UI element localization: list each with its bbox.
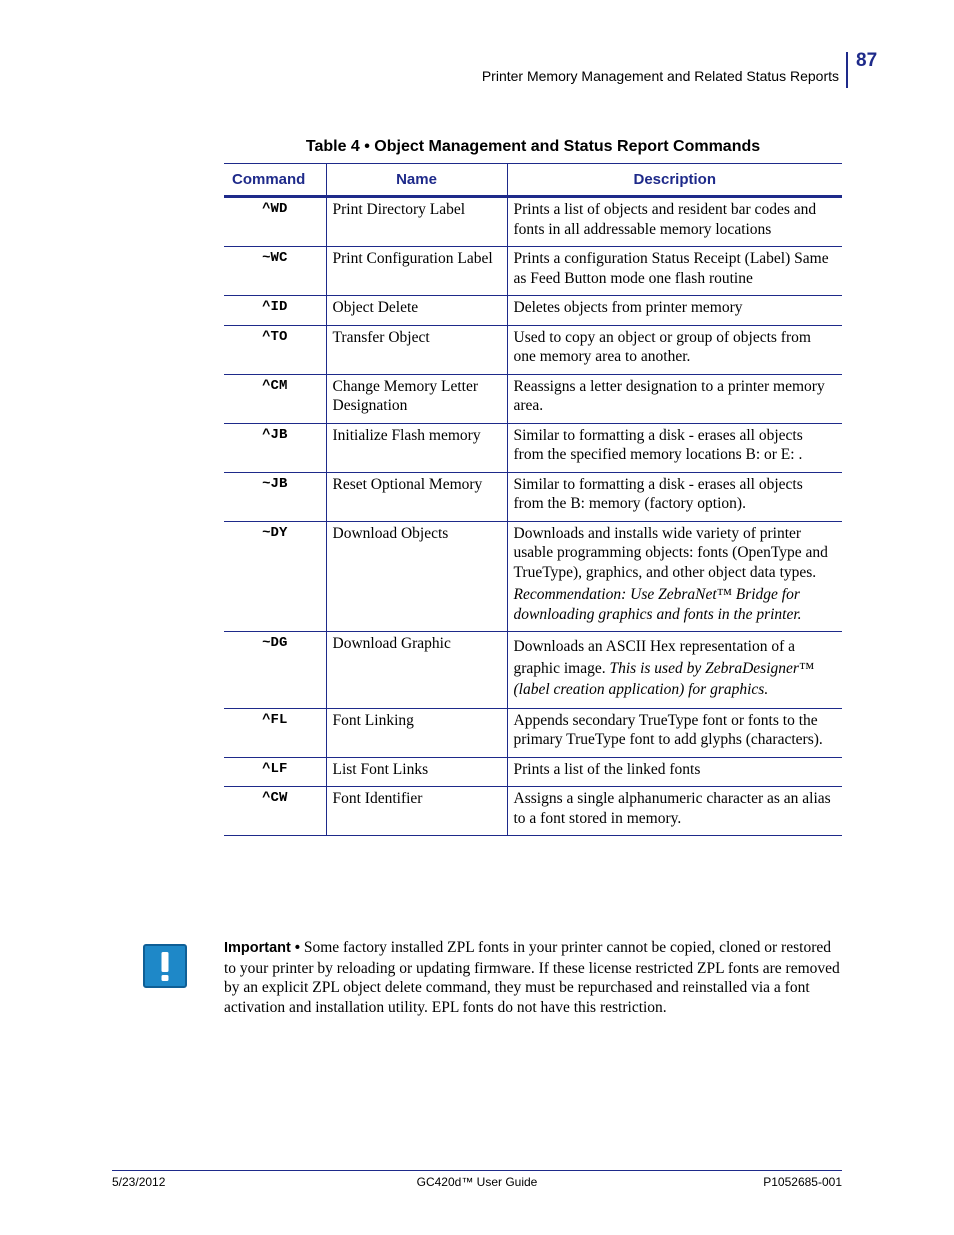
commands-table: [224, 163, 842, 836]
description-text: Downloads an ASCII Hex representation of a graphic image.: [513, 638, 796, 677]
name-cell: Print Directory Label: [326, 197, 507, 247]
table-row: [224, 632, 842, 709]
footer-divider: [112, 1170, 842, 1171]
column-header-description: Description: [507, 164, 842, 197]
name-cell: Print Configuration Label: [326, 247, 507, 296]
important-note: [224, 938, 844, 1017]
table-row: [224, 325, 842, 374]
command-cell: ^FL: [224, 708, 326, 757]
recommendation-note: Recommendation: Use ZebraNet™ Bridge for downloading graphics and fonts in the printer.: [513, 586, 802, 623]
table-row: [224, 247, 842, 296]
table-title: Table 4 • Object Management and Status Report Commands: [305, 138, 761, 155]
command-cell: ^TO: [224, 325, 326, 374]
commands-table-container: [224, 163, 842, 836]
description-cell: Appends secondary TrueType font or fonts to the primary TrueType font to add glyphs (characters).: [507, 708, 842, 757]
command-cell: ^WD: [224, 197, 326, 247]
name-cell: Font Identifier: [326, 787, 507, 836]
description-cell: Prints a configuration Status Receipt (Label) Same as Feed Button mode one flash routine: [507, 247, 842, 296]
description-cell: Similar to formatting a disk - erases all objects from the B: memory (factory option).: [507, 472, 842, 521]
name-cell: Object Delete: [326, 296, 507, 326]
table-row: [224, 374, 842, 423]
important-text: Some factory installed ZPL fonts in your printer cannot be copied, cloned or restored to your printer by reloading or updating firmware. If these license restricted ZPL fonts are removed by an explicit ZPL object delete command, they must be repurchased and reinstalled via a font activation and installation utility. EPL fonts do not have this restriction.: [224, 939, 840, 1016]
name-cell: Font Linking: [326, 708, 507, 757]
table-row: [224, 472, 842, 521]
description-cell: Prints a list of objects and resident bar codes and fonts in all addressable memory locations: [507, 197, 842, 247]
description-cell: Used to copy an object or group of objects from one memory area to another.: [507, 325, 842, 374]
table-row: [224, 757, 842, 787]
name-cell: Transfer Object: [326, 325, 507, 374]
footer-part-number: P1052685-001: [763, 1175, 842, 1189]
command-cell: ~JB: [224, 472, 326, 521]
command-cell: ~DG: [224, 632, 326, 709]
description-cell: Assigns a single alphanumeric character as an alias to a font stored in memory.: [507, 787, 842, 836]
important-label: Important •: [224, 940, 300, 956]
command-cell: ^JB: [224, 423, 326, 472]
description-cell: Similar to formatting a disk - erases all objects from the specified memory locations B: or E: .: [507, 423, 842, 472]
column-header-name: Name: [326, 164, 507, 197]
description-cell: [507, 632, 842, 709]
table-row: [224, 197, 842, 247]
name-cell: List Font Links: [326, 757, 507, 787]
description-cell: Deletes objects from printer memory: [507, 296, 842, 326]
table-header-row: [224, 164, 842, 197]
description-cell: [507, 521, 842, 632]
name-cell: Initialize Flash memory: [326, 423, 507, 472]
table-row: [224, 296, 842, 326]
table-row: [224, 423, 842, 472]
table-row: [224, 521, 842, 632]
command-cell: ~WC: [224, 247, 326, 296]
name-cell: Change Memory Letter Designation: [326, 374, 507, 423]
page-number: 87: [856, 50, 878, 71]
footer-date: 5/23/2012: [112, 1175, 166, 1189]
description-cell: Prints a list of the linked fonts: [507, 757, 842, 787]
exclamation-icon: [143, 944, 187, 988]
table-row: [224, 787, 842, 836]
column-header-command: Command: [224, 164, 326, 197]
description-italic-text: This is used by ZebraDesigner™ (label creation application) for graphics.: [513, 659, 815, 698]
description-text: Downloads and installs wide variety of printer usable programming objects: fonts (OpenType and TrueType), graphics, and other object data types.: [513, 524, 828, 581]
command-cell: ^LF: [224, 757, 326, 787]
command-cell: ^CW: [224, 787, 326, 836]
command-cell: ^ID: [224, 296, 326, 326]
running-header: Printer Memory Management and Related Status Reports: [481, 68, 839, 84]
command-cell: ^CM: [224, 374, 326, 423]
name-cell: Download Graphic: [326, 632, 507, 709]
table-row: [224, 708, 842, 757]
command-cell: ~DY: [224, 521, 326, 632]
description-cell: Reassigns a letter designation to a printer memory area.: [507, 374, 842, 423]
name-cell: Download Objects: [326, 521, 507, 632]
header-divider: [846, 52, 848, 88]
footer-guide-title: GC420d™ User Guide: [416, 1175, 538, 1189]
name-cell: Reset Optional Memory: [326, 472, 507, 521]
